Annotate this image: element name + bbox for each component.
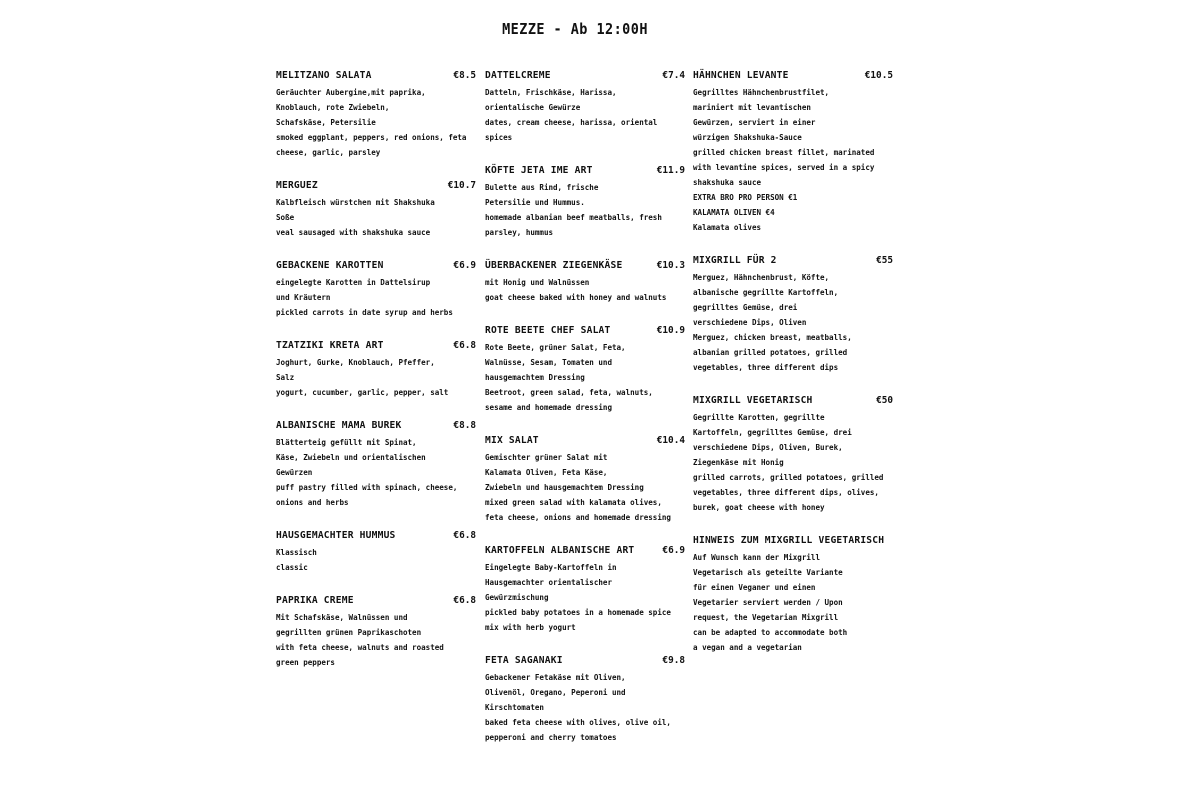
- menu-item-name: MIXGRILL VEGETARISCH: [693, 395, 813, 406]
- menu-item: [276, 340, 476, 400]
- menu-item-description-line: Gewürzmischung: [485, 592, 549, 602]
- menu-item-price: €50: [876, 395, 893, 406]
- menu-item-description-line: albanian grilled potatoes, grilled: [693, 347, 848, 357]
- menu-item-header: [485, 655, 685, 666]
- menu-item-name: ÜBERBACKENER ZIEGENKÄSE: [485, 260, 623, 271]
- menu-item-description-line: baked feta cheese with olives, olive oil,: [485, 717, 671, 727]
- menu-item-name: FETA SAGANAKI: [485, 655, 563, 666]
- menu-item-price: €10.9: [656, 325, 685, 336]
- menu-item-description-line: Klassisch: [276, 547, 317, 557]
- menu-item-name: TZATZIKI KRETA ART: [276, 340, 384, 351]
- menu-item-description-line: Joghurt, Gurke, Knoblauch, Pfeffer,: [276, 357, 435, 367]
- menu-item-description-line: KALAMATA OLIVEN €4: [693, 207, 775, 217]
- menu-item-description-line: Merguez, chicken breast, meatballs,: [693, 332, 852, 342]
- menu-item-description-line: Zwiebeln und hausgemachtem Dressing: [485, 482, 644, 492]
- menu-item-price: €6.9: [662, 545, 685, 556]
- menu-item-description-line: Gewürzen, serviert in einer: [693, 117, 816, 127]
- menu-item-name: ROTE BEETE CHEF SALAT: [485, 325, 611, 336]
- menu-item-description-line: grilled carrots, grilled potatoes, grilled: [693, 472, 884, 482]
- menu-item-description-line: Beetroot, green salad, feta, walnuts,: [485, 387, 653, 397]
- menu-item: [693, 70, 893, 235]
- menu-item-description-line: onions and herbs: [276, 497, 349, 507]
- menu-item: [276, 420, 476, 510]
- menu-item-price: €55: [876, 255, 893, 266]
- menu-item-description-line: Schafskäse, Petersilie: [276, 117, 376, 127]
- menu-item-description-line: Kalbfleisch würstchen mit Shakshuka: [276, 197, 435, 207]
- menu-item-description-line: eingelegte Karotten in Dattelsirup: [276, 277, 431, 287]
- menu-title: MEZZE - Ab 12:00H: [502, 20, 648, 38]
- menu-item-description-line: Blätterteig gefüllt mit Spinat,: [276, 437, 417, 447]
- menu-item-header: [485, 260, 685, 271]
- menu-item-description-line: feta cheese, onions and homemade dressing: [485, 512, 671, 522]
- menu-item-description-line: gegrillten grünen Paprikaschoten: [276, 627, 422, 637]
- menu-item-description-line: Knoblauch, rote Zwiebeln,: [276, 102, 390, 112]
- menu-item-price: €8.8: [453, 420, 476, 431]
- menu-item-price: €10.5: [864, 70, 893, 81]
- menu-item-price: €6.8: [453, 340, 476, 351]
- menu-item-description-line: spices: [485, 132, 513, 142]
- menu-item-header: [276, 70, 476, 81]
- menu-item-header: [693, 255, 893, 266]
- menu-item-description-line: mariniert mit levantischen: [693, 102, 811, 112]
- menu-item-description-line: EXTRA BRO PRO PERSON €1: [693, 192, 798, 202]
- menu-item-description-line: Geräuchter Aubergine,mit paprika,: [276, 87, 426, 97]
- menu-item-description-line: with feta cheese, walnuts and roasted: [276, 642, 444, 652]
- menu-column-middle: [485, 70, 685, 765]
- menu-item-description-line: Datteln, Frischkäse, Harissa,: [485, 87, 617, 97]
- menu-item-price: €10.7: [447, 180, 476, 191]
- menu-item-description-line: Olivenöl, Oregano, Peperoni und: [485, 687, 626, 697]
- menu-item: [276, 530, 476, 575]
- menu-item-description-line: Gemischter grüner Salat mit: [485, 452, 608, 462]
- menu-item-description-line: cheese, garlic, parsley: [276, 147, 381, 157]
- menu-item-description-line: gegrilltes Gemüse, drei: [693, 302, 798, 312]
- menu-item: [485, 545, 685, 635]
- menu-item: [276, 70, 476, 160]
- menu-item-price: €11.9: [656, 165, 685, 176]
- menu-item-description-line: verschiedene Dips, Oliven, Burek,: [693, 442, 843, 452]
- menu-item-description-line: hausgemachtem Dressing: [485, 372, 585, 382]
- menu-item-description-line: shakshuka sauce: [693, 177, 762, 187]
- menu-item-description-line: Käse, Zwiebeln und orientalischen: [276, 452, 426, 462]
- menu-item-description-line: Ziegenkäse mit Honig: [693, 457, 784, 467]
- menu-item-name: GEBACKENE KAROTTEN: [276, 260, 384, 271]
- menu-item: [485, 655, 685, 745]
- menu-item-description-line: pickled carrots in date syrup and herbs: [276, 307, 453, 317]
- menu-item-header: [276, 180, 476, 191]
- menu-item-price: €10.3: [656, 260, 685, 271]
- menu-item-description-line: pickled baby potatoes in a homemade spice: [485, 607, 671, 617]
- menu-item: [276, 260, 476, 320]
- menu-item-description-line: pepperoni and cherry tomatoes: [485, 732, 617, 742]
- menu-column-right: [693, 70, 893, 675]
- menu-item-header: [276, 420, 476, 431]
- menu-item-description-line: würzigen Shakshuka-Sauce: [693, 132, 802, 142]
- menu-item-price: €6.8: [453, 595, 476, 606]
- menu-item-name: HAUSGEMACHTER HUMMUS: [276, 530, 396, 541]
- menu-item-header: [276, 530, 476, 541]
- menu-item-header: [485, 325, 685, 336]
- menu-item-description-line: yogurt, cucumber, garlic, pepper, salt: [276, 387, 449, 397]
- menu-item-description-line: Eingelegte Baby-Kartoffeln in: [485, 562, 617, 572]
- menu-item: [693, 255, 893, 375]
- menu-item-header: [693, 535, 893, 546]
- menu-item-name: KÖFTE JETA IME ART: [485, 165, 593, 176]
- menu-item-description-line: Vegetarier serviert werden / Upon: [693, 597, 843, 607]
- menu-item-header: [276, 595, 476, 606]
- menu-item-description-line: vegetables, three different dips, olives,: [693, 487, 879, 497]
- menu-item-description-line: Soße: [276, 212, 295, 222]
- menu-item-description-line: vegetables, three different dips: [693, 362, 839, 372]
- menu-item-description-line: puff pastry filled with spinach, cheese,: [276, 482, 458, 492]
- menu-item-price: €10.4: [656, 435, 685, 446]
- menu-item-description-line: can be adapted to accommodate both: [693, 627, 848, 637]
- menu-item-description-line: smoked eggplant, peppers, red onions, feta: [276, 132, 467, 142]
- menu-item-name: KARTOFFELN ALBANISCHE ART: [485, 545, 635, 556]
- menu-item: [485, 325, 685, 415]
- menu-item-description-line: und Kräutern: [276, 292, 331, 302]
- menu-item-description-line: Merguez, Hähnchenbrust, Köfte,: [693, 272, 830, 282]
- menu-item-name: MELITZANO SALATA: [276, 70, 372, 81]
- menu-item-description-line: Gewürzen: [276, 467, 313, 477]
- menu-column-left: [276, 70, 476, 690]
- menu-item-description-line: with levantine spices, served in a spicy: [693, 162, 875, 172]
- menu-item-description-line: request, the Vegetarian Mixgrill: [693, 612, 839, 622]
- menu-item-name: DATTELCREME: [485, 70, 551, 81]
- menu-item-description-line: Rote Beete, grüner Salat, Feta,: [485, 342, 626, 352]
- menu-item-name: HINWEIS ZUM MIXGRILL VEGETARISCH: [693, 535, 885, 546]
- menu-item-description-line: burek, goat cheese with honey: [693, 502, 825, 512]
- menu-item-description-line: orientalische Gewürze: [485, 102, 581, 112]
- menu-item: [276, 180, 476, 240]
- menu-item-price: €7.4: [662, 70, 685, 81]
- menu-item-description-line: homemade albanian beef meatballs, fresh: [485, 212, 662, 222]
- menu-item-header: [485, 70, 685, 81]
- menu-item-description-line: Vegetarisch als geteilte Variante: [693, 567, 843, 577]
- menu-item-description-line: dates, cream cheese, harissa, oriental: [485, 117, 658, 127]
- menu-item-description-line: Hausgemachter orientalischer: [485, 577, 612, 587]
- menu-item-name: ALBANISCHE MAMA BUREK: [276, 420, 402, 431]
- menu-item-description-line: classic: [276, 562, 308, 572]
- menu-item-description-line: Mit Schafskäse, Walnüssen und: [276, 612, 408, 622]
- menu-item-price: €6.9: [453, 260, 476, 271]
- menu-item-description-line: mit Honig und Walnüssen: [485, 277, 590, 287]
- menu-item: [693, 395, 893, 515]
- menu-item-price: €6.8: [453, 530, 476, 541]
- menu-item: [693, 535, 893, 655]
- menu-item-name: MIXGRILL FÜR 2: [693, 255, 777, 266]
- menu-item-description-line: Kalamata olives: [693, 222, 762, 232]
- menu-item-description-line: Walnüsse, Sesam, Tomaten und: [485, 357, 612, 367]
- menu-item-header: [276, 340, 476, 351]
- menu-item-description-line: Gegrillte Karotten, gegrillte: [693, 412, 825, 422]
- menu-item-description-line: albanische gegrillte Kartoffeln,: [693, 287, 839, 297]
- menu-item-header: [693, 395, 893, 406]
- menu-item-description-line: verschiedene Dips, Oliven: [693, 317, 807, 327]
- menu-item-description-line: für einen Veganer und einen: [693, 582, 816, 592]
- menu-item-description-line: Petersilie und Hummus.: [485, 197, 585, 207]
- menu-item-header: [693, 70, 893, 81]
- menu-item-name: HÄHNCHEN LEVANTE: [693, 70, 789, 81]
- menu-item-description-line: Kartoffeln, gegrilltes Gemüse, drei: [693, 427, 852, 437]
- menu-item-description-line: a vegan and a vegetarian: [693, 642, 802, 652]
- menu-item-description-line: Gebackener Fetakäse mit Oliven,: [485, 672, 626, 682]
- menu-item-header: [485, 435, 685, 446]
- menu-item-description-line: sesame and homemade dressing: [485, 402, 612, 412]
- menu-item-description-line: goat cheese baked with honey and walnuts: [485, 292, 667, 302]
- menu-item-description-line: green peppers: [276, 657, 335, 667]
- menu-item-description-line: Auf Wunsch kann der Mixgrill: [693, 552, 820, 562]
- menu-item-price: €9.8: [662, 655, 685, 666]
- menu-item: [485, 260, 685, 305]
- menu-item-description-line: mixed green salad with kalamata olives,: [485, 497, 662, 507]
- menu-item: [485, 435, 685, 525]
- menu-item-name: MIX SALAT: [485, 435, 539, 446]
- menu-item-description-line: Gegrilltes Hähnchenbrustfilet,: [693, 87, 830, 97]
- menu-item: [276, 595, 476, 670]
- menu-item-header: [485, 165, 685, 176]
- menu-item-name: MERGUEZ: [276, 180, 318, 191]
- menu-item-description-line: parsley, hummus: [485, 227, 554, 237]
- menu-item-description-line: Bulette aus Rind, frische: [485, 182, 599, 192]
- menu-item-description-line: mix with herb yogurt: [485, 622, 576, 632]
- menu-item-price: €8.5: [453, 70, 476, 81]
- menu-item: [485, 70, 685, 145]
- menu-item-description-line: Kalamata Oliven, Feta Käse,: [485, 467, 608, 477]
- menu-item-description-line: Salz: [276, 372, 295, 382]
- menu-item-header: [276, 260, 476, 271]
- menu-item-name: PAPRIKA CREME: [276, 595, 354, 606]
- menu-item-header: [485, 545, 685, 556]
- menu-item-description-line: veal sausaged with shakshuka sauce: [276, 227, 431, 237]
- menu-item-description-line: grilled chicken breast fillet, marinated: [693, 147, 875, 157]
- menu-item-description-line: Kirschtomaten: [485, 702, 544, 712]
- menu-item: [485, 165, 685, 240]
